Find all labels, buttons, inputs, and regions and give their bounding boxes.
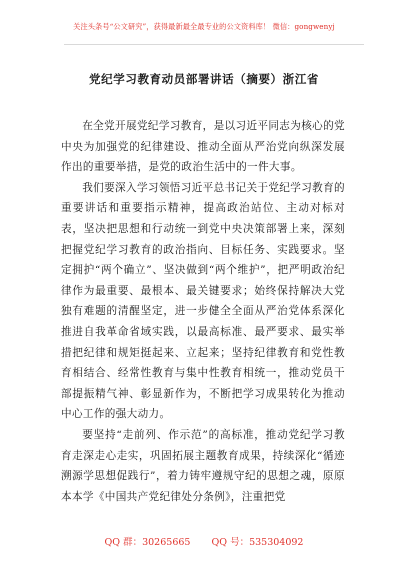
paragraph-1: 在全党开展党纪学习教育，是以习近平同志为核心的党中央为加强党的纪律建设、推动全面从严治党向纵深发展作出的重要举措，是党的政治生活中的一件大事。: [61, 120, 345, 174]
paragraph-3: 要坚持“走前列、作示范”的高标准，推动党纪学习教育走深走心走实，巩固拓展主题教育成果，持续深化“循迹溯源学思想促践行”，着力铸牢遵规守纪的思想之魂，原原本本学《中国共产党纪律处分条例》，注重把党: [61, 428, 345, 503]
header-banner: 关注头条号“公文研究”，获得最新最全最专业的公文资料库！ 微信：gongwenyj: [73, 22, 335, 31]
qq-number: QQ 号：535304092: [211, 537, 304, 548]
header-divider: [64, 44, 364, 45]
paragraph-2: 我们要深入学习领悟习近平总书记关于党纪学习教育的重要讲话和重要指示精神，提高政治站位、主动对标对表，坚决把思想和行动统一到党中央决策部署上来，深刻把握党纪学习教育的政治指向、目标任务、实践要求。坚定拥护“两个确立”、坚决做到“两个维护”，把严明政治纪律作为最重要、最根本、最关键要求；始终保持解决大党独有难题的清醒坚定，进一步健全全面从严治党体系深化推进自我革命省域实践，以最高标准、最严要求、最实举措把纪律和规矩挺起来、立起来；坚持纪律教育和党性教育相结合、经常性教育与集中性教育相统一，推动党员干部提振精气神、彰显新作为，不断把学习成果转化为推动中心工作的强大动力。: [61, 181, 345, 421]
qq-group-number: QQ 群：30265665: [104, 537, 191, 548]
document-body: [61, 116, 345, 507]
document-title: 党纪学习教育动员部署讲话（摘要）浙江省: [89, 72, 319, 86]
footer-contact: [0, 534, 408, 548]
